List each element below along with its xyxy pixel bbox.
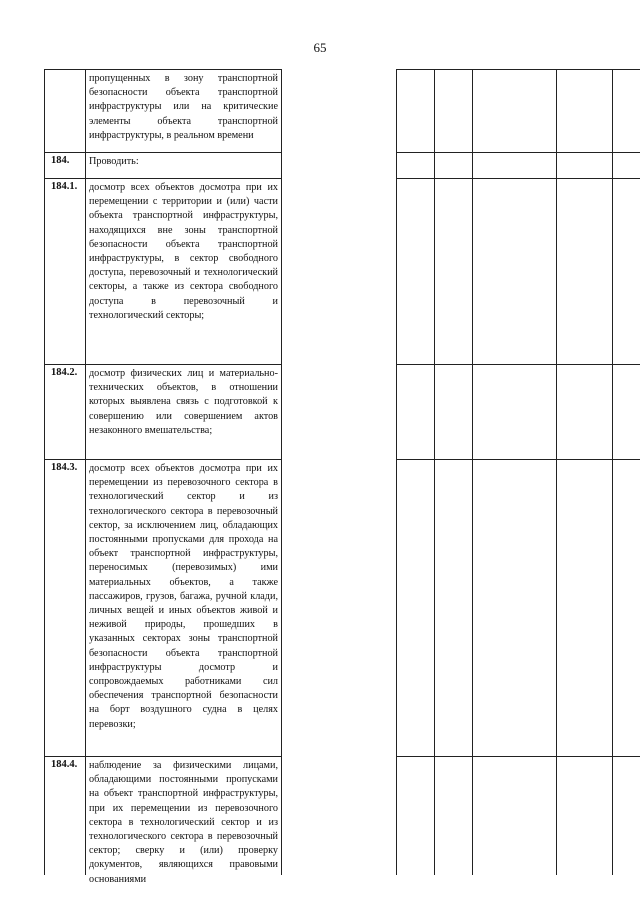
row-text: наблюдение за физическими лицами, обладающими постоянными пропусками на объект транспортной инфраструктуры, при их перемещении из перевозочного сектора в технологический сектор и из технологического сектора в перевозочный сектор; сверку и (или) проверку документов, являющихся правовыми основаниями: [89, 760, 278, 885]
column-divider: [556, 69, 557, 875]
column-divider: [472, 69, 473, 875]
table-row: [44, 178, 282, 364]
column-divider: [434, 69, 435, 875]
row-number: 184.4.: [45, 757, 86, 875]
table-row: [44, 152, 282, 178]
row-text: Проводить:: [89, 156, 139, 167]
row-text: досмотр всех объектов досмотра при их перемещении из перевозочного сектора в технологический сектор и из технологического сектора в перевозочный сектор, за исключением лиц, обладающих постоянными пропусками для прохода на объект транспортной инфраструктуры, переносимых (перевозимых) ими материальных объектов, а также пассажиров, грузов, багажа, ручной клади, личных вещей и иных объектов живой и неживой природы, прошедших в указанных секторах зоны транспортной безопасности объекта транспортной инфраструктуры досмотр и сопровождаемых работниками сил обеспечения транспортной безопасности на борт воздушного судна в целях перевозки;: [89, 463, 278, 730]
grid-row-line: [396, 69, 640, 70]
grid-row-line: [396, 364, 640, 365]
column-divider: [612, 69, 613, 875]
row-number: 184.2.: [45, 365, 86, 459]
row-number: 184.: [45, 153, 86, 178]
grid-row-line: [396, 756, 640, 757]
row-text: досмотр всех объектов досмотра при их перемещении с территории и (или) части объекта транспортной инфраструктуры, находящихся вне зоны транспортной безопасности объекта транспортной инфраструктуры, в сектор свободного доступа, перевозочный и технологический секторы, а также из сектора свободного доступа в перевозочный и технологический секторы;: [89, 182, 278, 321]
grid-row-line: [396, 459, 640, 460]
page-number: 65: [313, 40, 327, 55]
grid-row-line: [396, 178, 640, 179]
table-row: [44, 459, 282, 756]
row-number: 184.1.: [45, 179, 86, 364]
row-number: 184.3.: [45, 460, 86, 756]
table-row: [44, 756, 282, 885]
row-number: [45, 70, 86, 152]
grid-row-line: [396, 152, 640, 153]
row-text: досмотр физических лиц и материально-технических объектов, в отношении которых выявлена связь с подготовкой к совершению или совершением актов незаконного вмешательства;: [89, 368, 278, 436]
table-row: [44, 69, 282, 152]
table-row: [44, 364, 282, 459]
column-divider: [396, 69, 397, 875]
row-text: пропущенных в зону транспортной безопасности объекта транспортной инфраструктуры или на критические элементы объекта транспортной инфраструктуры, в реальном времени: [89, 73, 278, 141]
